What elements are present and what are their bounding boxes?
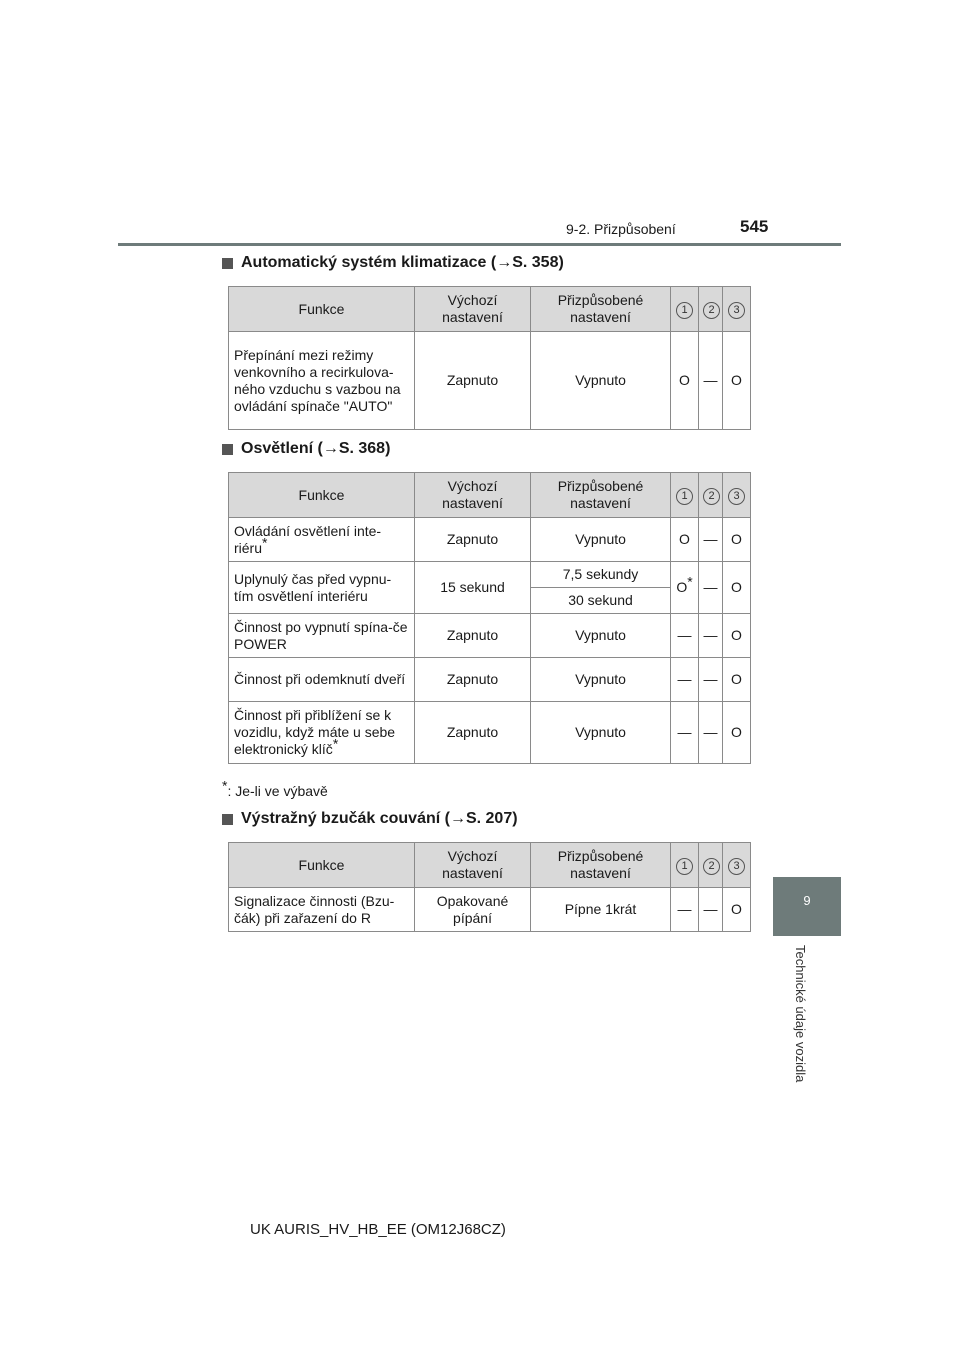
cell-m2: —	[699, 888, 723, 932]
cell-custom: 7,5 sekundy	[531, 562, 671, 588]
cell-m2: —	[699, 658, 723, 702]
section-title-reverse-buzzer: Výstražný bzučák couvání (→S. 207)	[222, 810, 518, 828]
square-bullet-icon	[222, 258, 233, 269]
cell-default: Zapnuto	[415, 518, 531, 562]
side-tab-number: 9	[803, 893, 811, 908]
circled-1-icon: 1	[676, 488, 693, 505]
col-function: Funkce	[229, 287, 415, 332]
cell-function: Činnost při přiblížení se k vozidlu, když máte u sebe elektronický klíč*	[229, 702, 415, 764]
footnote-star: *	[262, 533, 268, 550]
table-row	[229, 562, 751, 588]
cell-default: Opakované pípání	[415, 888, 531, 932]
cell-m1: O	[671, 332, 699, 430]
page-header-section: 9-2. Přizpůsobení	[566, 221, 676, 237]
table-row	[229, 888, 751, 932]
cell-custom: Vypnuto	[531, 702, 671, 764]
table-row	[229, 332, 751, 430]
cell-m3: O	[723, 658, 751, 702]
table-row	[229, 702, 751, 764]
cell-m3: O	[723, 518, 751, 562]
col-function: Funkce	[229, 473, 415, 518]
page-number: 545	[740, 217, 769, 236]
cell-m3: O	[723, 332, 751, 430]
cell-custom-2: 30 sekund	[531, 588, 671, 614]
cell-m3: O	[723, 614, 751, 658]
cell-m2: —	[699, 614, 723, 658]
col-default: Výchozí nastavení	[415, 843, 531, 888]
col-function: Funkce	[229, 843, 415, 888]
col-custom: Přizpůsobené nastavení	[531, 843, 671, 888]
cell-default: 15 sekund	[415, 562, 531, 614]
cell-function: Činnost po vypnutí spína-če POWER	[229, 614, 415, 658]
cell-m2: —	[699, 518, 723, 562]
cell-m2: —	[699, 702, 723, 764]
circled-2-icon: 2	[703, 858, 720, 875]
square-bullet-icon	[222, 814, 233, 825]
side-tab	[773, 877, 841, 936]
table-row	[229, 518, 751, 562]
col-default: Výchozí nastavení	[415, 287, 531, 332]
circled-1-icon: 1	[676, 858, 693, 875]
cell-function: Činnost při odemknutí dveří	[229, 658, 415, 702]
col-custom: Přizpůsobené nastavení	[531, 287, 671, 332]
cell-function: Přepínání mezi režimy venkovního a recirkulova-ného vzduchu s vazbou na ovládání spínače "AUTO"	[229, 332, 415, 430]
col-default: Výchozí nastavení	[415, 473, 531, 518]
table-row	[229, 658, 751, 702]
cell-m1: —	[671, 614, 699, 658]
cell-m3: O	[723, 562, 751, 614]
cell-function: Ovládání osvětlení inte-riéru*	[229, 518, 415, 562]
circled-3-icon: 3	[728, 858, 745, 875]
footnote: *: Je-li ve výbavě	[222, 777, 328, 799]
header-rule	[118, 243, 841, 246]
cell-default: Zapnuto	[415, 658, 531, 702]
cell-m1: —	[671, 702, 699, 764]
circled-2-icon: 2	[703, 302, 720, 319]
cell-default: Zapnuto	[415, 332, 531, 430]
circled-2-icon: 2	[703, 488, 720, 505]
cell-default: Zapnuto	[415, 614, 531, 658]
circled-3-icon: 3	[728, 488, 745, 505]
table-header-row	[229, 843, 751, 888]
cell-m3: O	[723, 888, 751, 932]
table-header-row	[229, 287, 751, 332]
cell-m1: —	[671, 888, 699, 932]
table-header-row	[229, 473, 751, 518]
circled-1-icon: 1	[676, 302, 693, 319]
cell-m2: —	[699, 562, 723, 614]
col-custom: Přizpůsobené nastavení	[531, 473, 671, 518]
square-bullet-icon	[222, 444, 233, 455]
table-row	[229, 614, 751, 658]
table-reverse-buzzer	[228, 842, 751, 932]
section-title-climate: Automatický systém klimatizace (→S. 358)	[222, 254, 564, 272]
table-climate	[228, 286, 751, 430]
cell-custom: Pípne 1krát	[531, 888, 671, 932]
cell-m1: O	[671, 518, 699, 562]
circled-3-icon: 3	[728, 302, 745, 319]
footnote-star: *	[687, 573, 693, 590]
cell-custom: Vypnuto	[531, 332, 671, 430]
table-lighting	[228, 472, 751, 764]
cell-function: Signalizace činnosti (Bzu-čák) při zařazení do R	[229, 888, 415, 932]
cell-custom: Vypnuto	[531, 614, 671, 658]
cell-m2: —	[699, 332, 723, 430]
section-title-lighting: Osvětlení (→S. 368)	[222, 440, 390, 458]
cell-function: Uplynulý čas před vypnu-tím osvětlení interiéru	[229, 562, 415, 614]
cell-default: Zapnuto	[415, 702, 531, 764]
cell-custom: Vypnuto	[531, 658, 671, 702]
cell-m1: O*	[671, 562, 699, 614]
footnote-star: *	[332, 735, 339, 752]
side-tab-label: Technické údaje vozidla	[793, 945, 808, 1083]
cell-m1: —	[671, 658, 699, 702]
page-footer: UK AURIS_HV_HB_EE (OM12J68CZ)	[250, 1221, 506, 1238]
cell-m3: O	[723, 702, 751, 764]
cell-custom: Vypnuto	[531, 518, 671, 562]
